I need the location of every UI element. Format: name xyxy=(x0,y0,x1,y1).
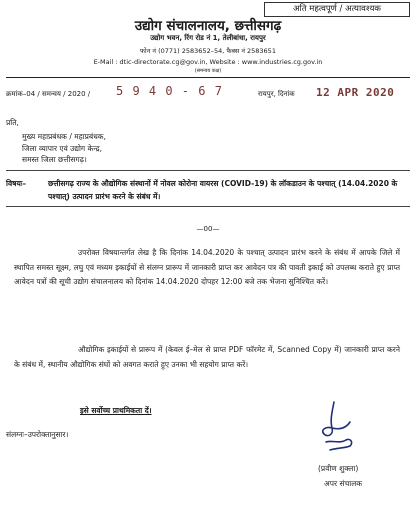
org-name: उद्योग संचालनालय, छत्तीसगढ़ xyxy=(134,18,282,34)
subject-divider-top xyxy=(6,170,410,171)
subject-label: विषयः– xyxy=(6,179,27,188)
enclosure-note: संलग्नः–उपरोक्तानुसार। xyxy=(6,430,69,439)
department-cell: (समन्वय कक्ष) xyxy=(194,68,222,74)
section-separator: —00— xyxy=(196,225,220,233)
body-paragraph: उपरोक्त विषयान्तर्गत लेख है कि दिनांक 14.04.2020 के पश्चात् उत्पादन प्रारंभ करने के संबंध में आपके जिले में स्थापित समस्त सूक्ष्म, लघु एवं मध्यम इकाईयों से संलग्न प्रारूप में जानकारी प्राप्त कर आवेदन पत्र की पावती इकाई को उपलब्ध कराते हुए प्राप्त आवेदन पत्रों की सूची उद्योग संचालनालय को दिनांक 14.04.2020 दोपहर 12:00 बजे तक भेजना सुनिश्चित करें। xyxy=(14,248,400,286)
header-divider xyxy=(6,77,410,78)
recipient-line: समस्त जिला छत्तीसगढ़। xyxy=(22,155,87,164)
date-stamp: 12 APR 2020 xyxy=(316,86,395,99)
place-date-label: रायपुर, दिनांक xyxy=(258,90,295,98)
signatory-designation: अपर संचालक xyxy=(324,479,363,488)
priority-note: इसे सर्वोच्च प्राथमिकता दें। xyxy=(80,406,152,415)
org-email-website: E-Mail : dtic-directorate.cg@gov.in, Website : www.industries.cg.gov.in xyxy=(93,58,323,66)
recipient-line: मुख्य महाप्रबंधक / महाप्रबंधक, xyxy=(22,132,106,141)
priority-label: अति महत्वपूर्ण / अत्यावश्यक xyxy=(264,2,410,17)
subject-divider-bottom xyxy=(6,206,410,207)
reference-prefix: क्रमांक–04 / समन्वय / 2020 / xyxy=(6,90,91,98)
signature-icon xyxy=(306,398,366,458)
recipient-line: जिला व्यापार एवं उद्योग केन्द्र, xyxy=(22,143,102,153)
to-label: प्रति, xyxy=(6,118,19,127)
org-phone: फोन नं (0771) 2583652–54, फैक्स नं 2583651 xyxy=(140,47,276,55)
signatory-name: (प्रवीण शुक्ला) xyxy=(318,464,359,473)
subject-text: छत्तीसगढ़ राज्य के औद्योगिक संस्थानों में नोवल कोरोना वायरस (COVID-19) के लॉकडाउन के पश्चात् (14.04.2020 के पश्चात्) उत्पादन प्रारंभ करने के संबंध में। xyxy=(48,179,398,201)
body-paragraph: औद्योगिक इकाईयों से प्रारूप में (केवल ई–मेल से प्राप्त PDF फॉरमेट में, Scanned Copy में) जानकारी प्राप्त करने के संबंध में, स्थानीय औद्योगिक संघों को अवगत कराते हुए उनका भी सहयोग प्राप्त करें। xyxy=(14,345,400,369)
recipient-block xyxy=(22,131,106,166)
reference-number-stamp: 5 9 4 0 - 6 7 xyxy=(116,84,223,98)
reference-line xyxy=(6,86,410,106)
org-address: उद्योग भवन, रिंग रोड नं 1, तेलीबांधा, रायपुर xyxy=(150,34,266,42)
